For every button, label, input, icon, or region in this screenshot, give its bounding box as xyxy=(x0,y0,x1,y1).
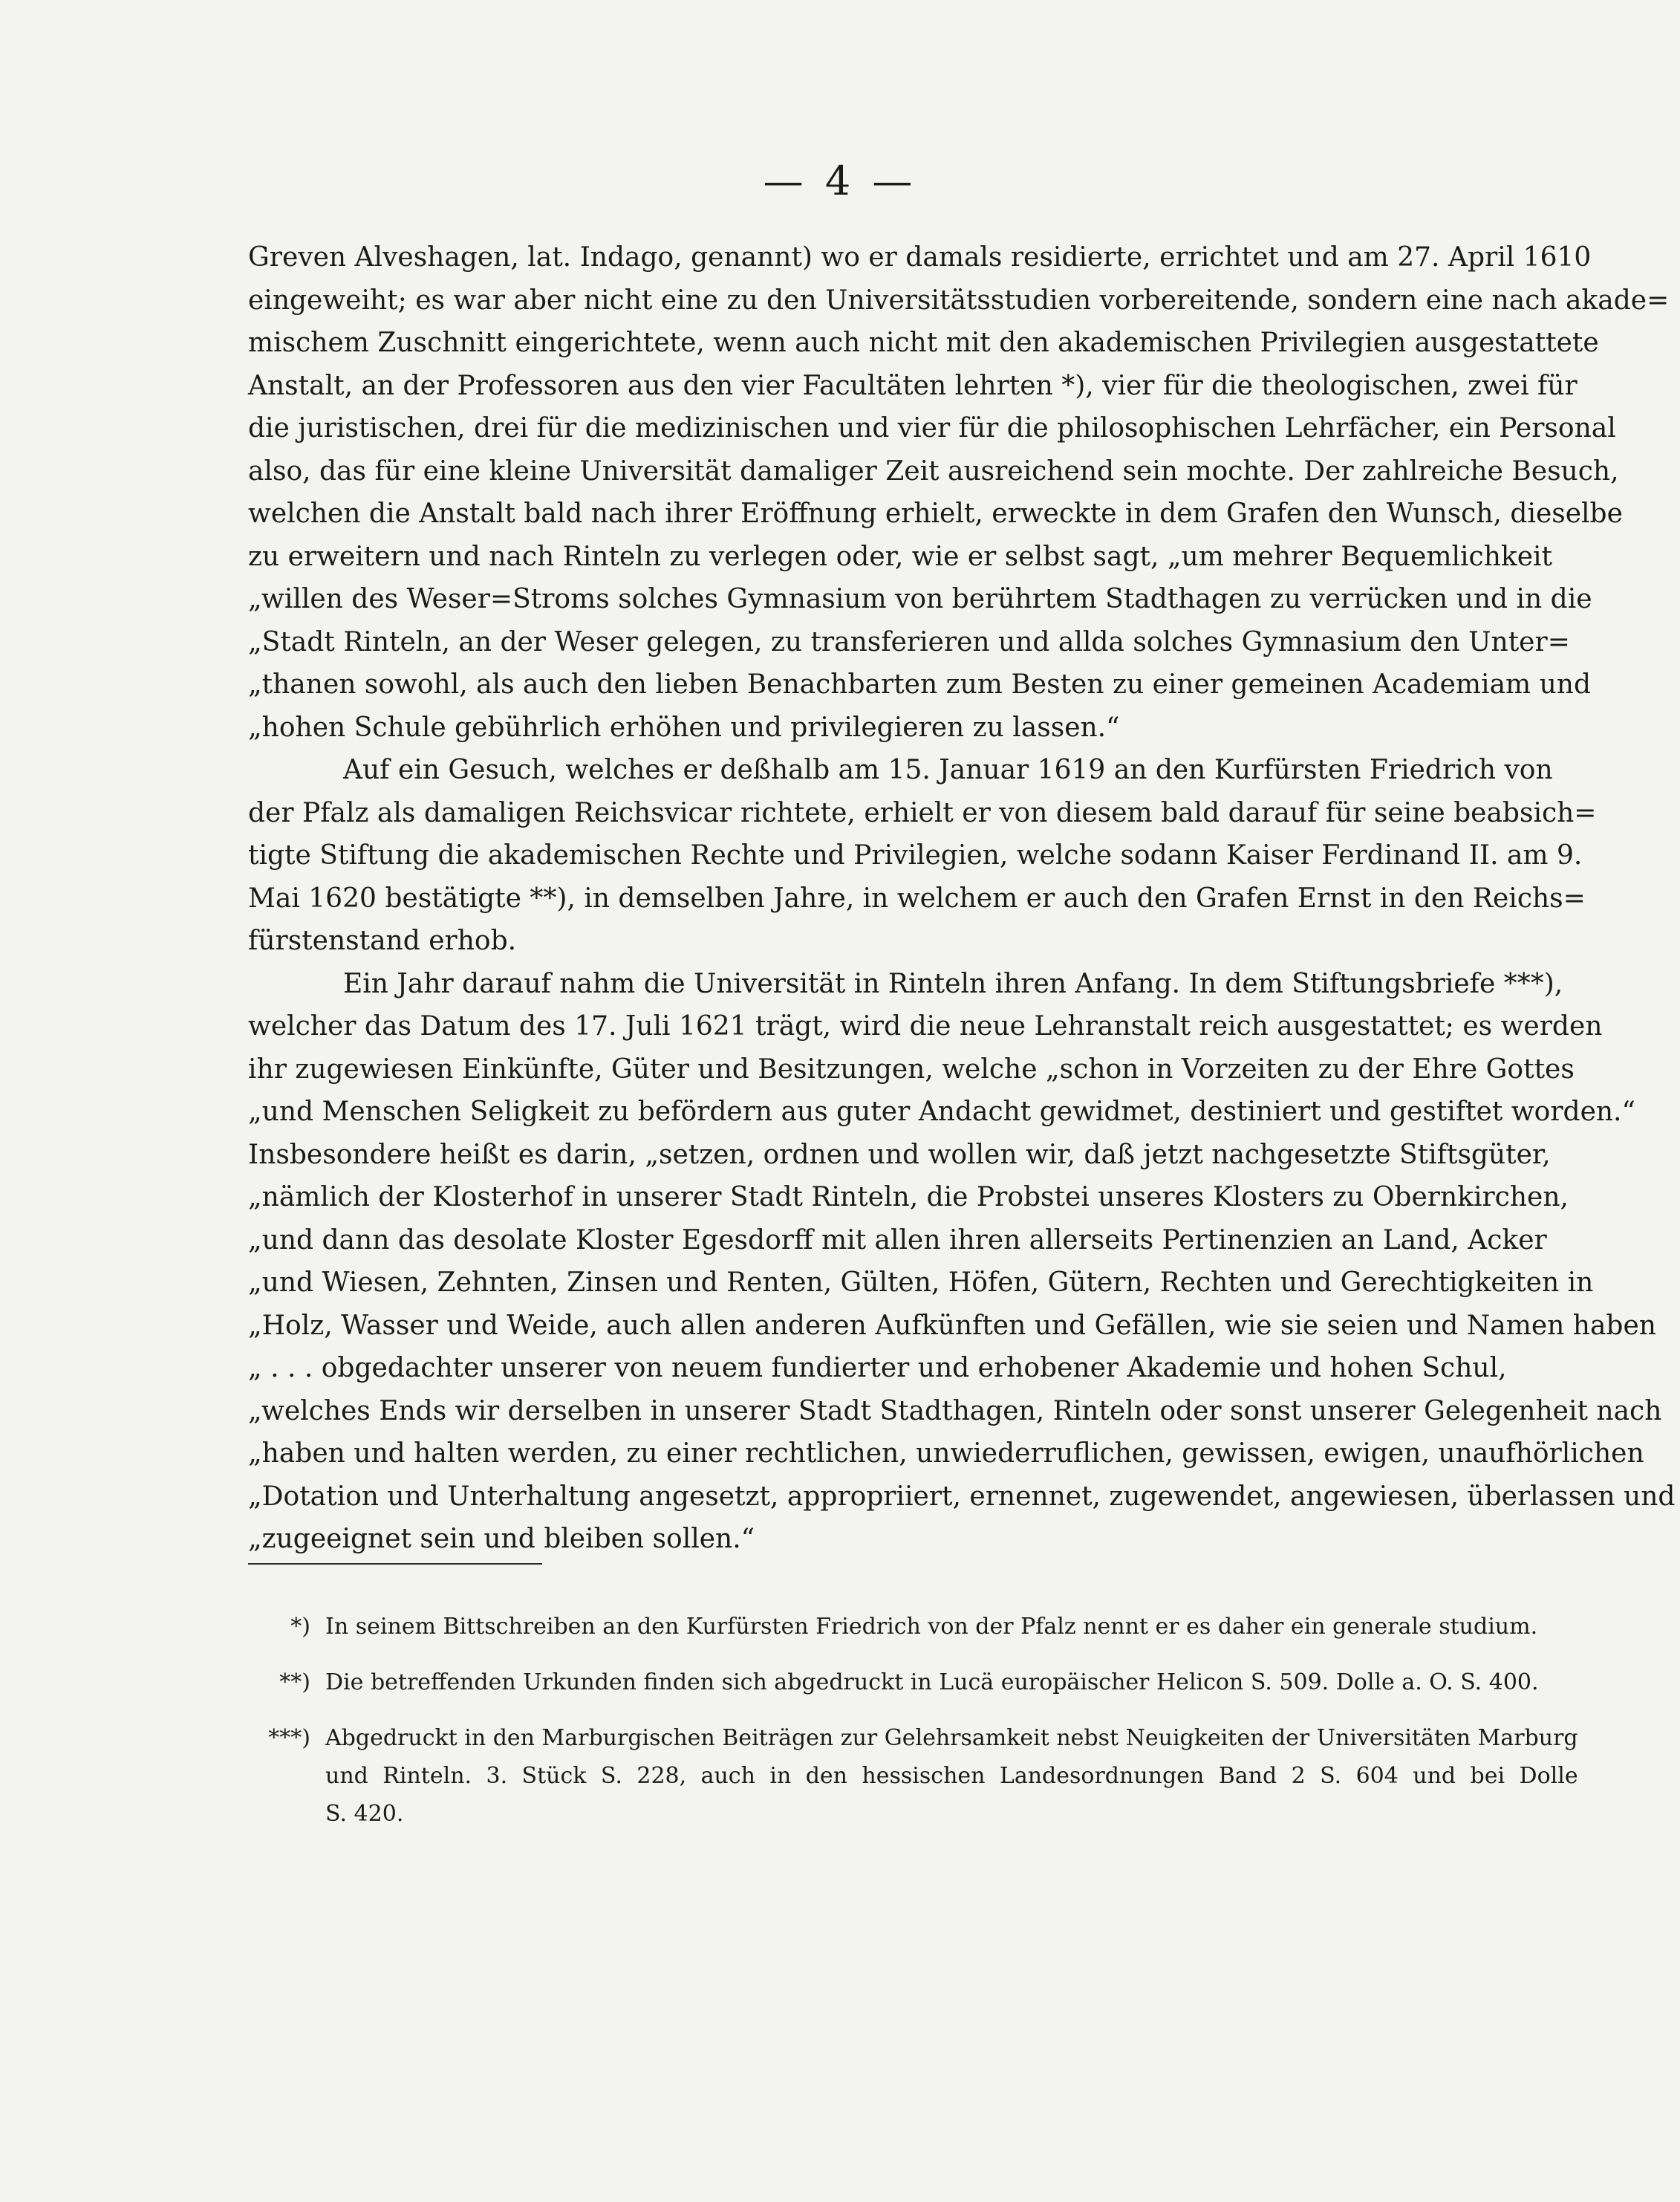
text-line: der Pfalz als damaligen Reichsvicar richtete, erhielt er von diesem bald darauf für seine beabsich= xyxy=(248,797,1597,828)
paragraph-3 xyxy=(248,963,1676,1561)
text-line: eingeweiht; es war aber nicht eine zu den Universitätsstudien vorbereitende, sondern eine nach akade= xyxy=(248,285,1670,316)
text-line: Greven Alveshagen, lat. Indago, genannt) wo er damals residierte, errichtet und am 27. April 1610 xyxy=(248,242,1592,273)
footnote-text: S. 420. xyxy=(325,1801,404,1827)
text-line: mischem Zuschnitt eingerichtete, wenn auch nicht mit den akademischen Privilegien ausgestattete xyxy=(248,328,1599,358)
footnote-mark: ***) xyxy=(268,1725,310,1751)
footnote-1 xyxy=(248,1608,1538,1646)
text-line: tigte Stiftung die akademischen Rechte und Privilegien, welche sodann Kaiser Ferdinand II. am 9. xyxy=(248,840,1583,871)
text-line: ihr zugewiesen Einkünfte, Güter und Besitzungen, welche „schon in Vorzeiten zu der Ehre Gottes xyxy=(248,1053,1575,1085)
text-line: „Dotation und Unterhaltung angesetzt, appropriiert, ernennet, zugewendet, angewiesen, überlassen und xyxy=(248,1481,1676,1512)
paragraph-2 xyxy=(248,749,1597,963)
text-line: welcher das Datum des 17. Juli 1621 trägt, wird die neue Lehranstalt reich ausgestattet; es werden xyxy=(248,1011,1603,1042)
text-line: Ein Jahr darauf nahm die Universität in Rinteln ihren Anfang. In dem Stiftungsbriefe ***), xyxy=(343,968,1563,999)
text-line: „haben und halten werden, zu einer rechtlichen, unwiederruflichen, gewissen, ewigen, unaufhörlichen xyxy=(248,1438,1644,1469)
text-line: „und dann das desolate Kloster Egesdorff mit allen ihren allerseits Pertinenzien an Land, Acker xyxy=(248,1224,1547,1256)
text-line: „Holz, Wasser und Weide, auch allen anderen Aufkünften und Gefällen, wie sie seien und Namen haben xyxy=(248,1310,1656,1341)
body-text xyxy=(248,236,1676,1561)
footnote-mark: **) xyxy=(279,1669,310,1695)
footnote-3 xyxy=(248,1719,1578,1833)
text-line: „welches Ends wir derselben in unserer Stadt Stadthagen, Rinteln oder sonst unserer Gelegenheit nach xyxy=(248,1395,1662,1426)
text-line: Auf ein Gesuch, welches er deßhalb am 15. Januar 1619 an den Kurfürsten Friedrich von xyxy=(343,755,1553,785)
footnote-text: Abgedruckt in den Marburgischen Beiträgen zur Gelehrsamkeit nebst Neuigkeiten der Universitäten Marburg xyxy=(325,1725,1578,1751)
text-line: „zugeeignet sein und bleiben sollen.“ xyxy=(248,1524,755,1554)
text-line: Mai 1620 bestätigte **), in demselben Jahre, in welchem er auch den Grafen Ernst in den Reichs= xyxy=(248,883,1586,914)
footnote-text: und Rinteln. 3. Stück S. 228, auch in den hessischen Landesordnungen Band 2 S. 604 und bei Dolle xyxy=(325,1763,1578,1789)
page-number: — 4 — xyxy=(763,157,917,204)
text-line: fürstenstand erhob. xyxy=(248,926,517,956)
text-line: Anstalt, an der Professoren aus den vier Facultäten lehrten *), vier für die theologischen, zwei für xyxy=(248,370,1578,401)
text-line: also, das für eine kleine Universität damaliger Zeit ausreichend sein mochte. Der zahlreiche Besuch, xyxy=(248,455,1619,487)
footnotes xyxy=(248,1608,1578,1851)
text-line: „nämlich der Klosterhof in unserer Stadt Rinteln, die Probstei unseres Klosters zu Obernkirchen, xyxy=(248,1182,1569,1212)
text-line: zu erweitern und nach Rinteln zu verlegen oder, wie er selbst sagt, „um mehrer Bequemlichkeit xyxy=(248,541,1552,572)
text-line: „Stadt Rinteln, an der Weser gelegen, zu transferieren und allda solches Gymnasium den Unter= xyxy=(248,626,1570,657)
text-line: welchen die Anstalt bald nach ihrer Eröffnung erhielt, erweckte in dem Grafen den Wunsch, dieselbe xyxy=(248,498,1623,529)
text-line: die juristischen, drei für die medizinischen und vier für die philosophischen Lehrfächer, ein Personal xyxy=(248,413,1616,444)
footnote-text: Die betreffenden Urkunden finden sich abgedruckt in Lucä europäischer Helicon S. 509. Dolle a. O. S. 400. xyxy=(325,1669,1539,1695)
footnote-mark: *) xyxy=(290,1614,310,1640)
text-line: „thanen sowohl, als auch den lieben Benachbarten zum Besten zu einer gemeinen Academiam und xyxy=(248,669,1592,700)
text-line: „ . . . obgedachter unserer von neuem fundierter und erhobener Akademie und hohen Schul, xyxy=(248,1353,1507,1383)
text-line: „hohen Schule gebührlich erhöhen und privilegieren zu lassen.“ xyxy=(248,712,1120,743)
footnote-2 xyxy=(248,1663,1539,1701)
paragraph-1 xyxy=(248,236,1670,749)
text-line: „und Menschen Seligkeit zu befördern aus guter Andacht gewidmet, destiniert und gestiftet worden.“ xyxy=(248,1097,1635,1127)
text-line: „willen des Weser=Stroms solches Gymnasium von berührtem Stadthagen zu verrücken und in die xyxy=(248,584,1592,614)
text-line: Insbesondere heißt es darin, „setzen, ordnen und wollen wir, daß jetzt nachgesetzte Stiftsgüter, xyxy=(248,1139,1551,1170)
text-line: „und Wiesen, Zehnten, Zinsen und Renten, Gülten, Höfen, Gütern, Rechten und Gerechtigkeiten in xyxy=(248,1267,1594,1298)
footnote-divider xyxy=(248,1563,542,1565)
footnote-text: In seinem Bittschreiben an den Kurfürsten Friedrich von der Pfalz nennt er es daher ein generale studium. xyxy=(325,1614,1538,1640)
